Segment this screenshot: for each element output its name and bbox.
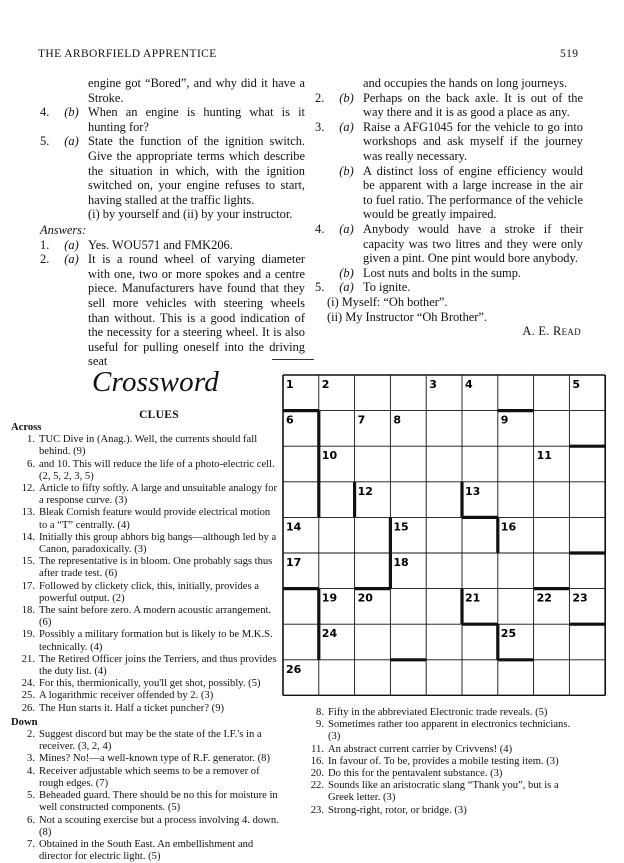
clue-item <box>11 729 279 753</box>
grid-clue-number: 1 <box>286 378 294 391</box>
grid-clue-number: 10 <box>321 449 338 463</box>
article-left-column <box>40 76 305 369</box>
grid-clue-number: 11 <box>536 449 552 463</box>
item-part: (a) <box>64 134 79 149</box>
clues-right-column <box>300 707 582 817</box>
author-signature: A. E. Read <box>522 324 581 339</box>
page-number: 519 <box>560 48 579 60</box>
clue-number: 1. <box>27 434 35 446</box>
crossword-grid <box>282 374 606 696</box>
clue-number: 21. <box>21 653 35 665</box>
running-header-title: THE ARBORFIELD APPRENTICE <box>38 48 217 60</box>
clue-text: Obtained in the South East. An embellishment and director for electric light. (5) <box>39 838 254 863</box>
clue-item <box>11 581 279 605</box>
clue-text: Receiver adjustable which seems to be a remover of rough edges. (7) <box>39 765 260 789</box>
clue-number: 13. <box>21 507 35 519</box>
clue-text: The saint before zero. A modern acoustic arrangement. (6) <box>39 605 272 629</box>
clue-text: For this, thermionically, you'll get shot, possibly. (5) <box>39 678 261 690</box>
grid-clue-number: 21 <box>465 591 481 605</box>
item-text: State the function of the ignition switch. Give the appropriate terms which describe the situation in which, with the ignition switched on, your engine refuses to start, having stalled at the traffic lights. <box>88 134 305 207</box>
clue-number: 15. <box>21 556 35 568</box>
clues-heading: CLUES <box>139 409 179 421</box>
section-divider <box>272 359 314 360</box>
clue-text: Beheaded guard. There should be no this for moisture in well constructed components. (5) <box>39 790 278 814</box>
clue-item <box>11 703 279 715</box>
clue-text: Followed by clickety click, this, initially, provides a powerful output. (2) <box>39 580 259 604</box>
answer-subline: (ii) My Instructor “Oh Brother”. <box>327 309 488 324</box>
clue-item <box>11 690 279 702</box>
grid-clue-number: 3 <box>429 378 437 391</box>
clue-item <box>11 532 279 556</box>
item-number <box>315 164 330 222</box>
grid-clue-number: 9 <box>500 413 509 427</box>
item-number: 4. <box>315 221 325 236</box>
grid-clue-number: 7 <box>357 413 366 427</box>
clue-text: Bleak Cornish feature would provide electrical motion to a “T” centrally. (4) <box>39 507 271 531</box>
clue-number: 6. <box>27 458 35 470</box>
grid-clue-number: 19 <box>321 591 338 605</box>
item-number: 2. <box>315 90 325 105</box>
grid-clue-number: 4 <box>465 378 473 391</box>
clue-number: 5. <box>27 790 35 802</box>
clue-item <box>300 719 582 743</box>
item-part: (b) <box>339 265 354 280</box>
item-text: Perhaps on the back axle. It is out of the way there and it is as good a place as any. <box>363 90 583 120</box>
item-number: 4. <box>40 105 50 120</box>
grid-clue-number: 17 <box>286 556 302 569</box>
item-part: (b) <box>339 90 354 105</box>
clue-text: Sometimes rather too apparent in electronics technicians. (3) <box>328 719 571 743</box>
grid-clue-number: 23 <box>572 591 588 605</box>
clue-item <box>11 556 279 580</box>
item-part: (b) <box>64 105 79 120</box>
grid-clue-number: 6 <box>286 413 294 427</box>
clue-number: 24. <box>21 678 35 690</box>
continued-text: and occupies the hands on long journeys. <box>363 76 568 90</box>
grid-clue-number: 22 <box>536 591 552 605</box>
clue-item <box>11 434 279 458</box>
answer-item <box>315 280 583 295</box>
clue-item <box>11 459 279 483</box>
clue-number: 25. <box>21 690 35 702</box>
item-part: (a) <box>64 237 79 252</box>
article-right-column <box>315 76 583 339</box>
clue-item <box>300 744 582 756</box>
clue-number: 6. <box>27 814 35 826</box>
clue-item <box>300 756 582 768</box>
grid-clue-number: 20 <box>357 591 373 605</box>
clue-item <box>11 753 279 765</box>
clue-item <box>11 678 279 690</box>
down-heading: Down <box>11 716 38 728</box>
item-number: 1. <box>40 237 50 252</box>
across-clue-list <box>11 434 279 715</box>
continued-text: (i) by yourself and (ii) by your instructor. <box>88 207 293 222</box>
clue-item <box>11 605 279 629</box>
item-text: Raise a AFG1045 for the vehicle to go into workshops and ask myself if the journey was really necessary. <box>363 119 583 163</box>
clue-item <box>11 766 279 790</box>
grid-clue-number: 15 <box>393 520 409 534</box>
clue-item <box>11 483 279 507</box>
item-number <box>315 266 330 281</box>
item-part: (a) <box>339 221 354 236</box>
answer-subline: (i) Myself: “Oh bother”. <box>327 294 448 309</box>
clue-text: The Hun starts it. Half a ticket puncher? (9) <box>39 702 225 714</box>
item-text: When an engine is hunting what is it hunting for? <box>88 105 305 134</box>
clue-number: 11. <box>311 743 324 755</box>
grid-clue-number: 5 <box>572 378 581 391</box>
clue-number: 14. <box>21 531 35 543</box>
clue-number: 23. <box>310 804 324 816</box>
clue-text: Initially this group abhors big bangs—although led by a Canon, paradoxically. (3) <box>39 531 277 556</box>
answer-item <box>315 120 583 164</box>
item-text: Yes. WOU571 and FMK206. <box>88 237 233 252</box>
grid-clue-number: 24 <box>321 627 338 641</box>
clue-item <box>300 707 582 719</box>
clue-text: The Retired Officer joins the Terriers, and thus provides the duty list. (4) <box>39 653 277 678</box>
clue-number: 22. <box>310 780 324 792</box>
clue-text: Mines? No!—a well-known type of R.F. generator. (8) <box>39 753 270 765</box>
item-part: (a) <box>339 280 354 295</box>
item-number: 5. <box>40 134 50 149</box>
answer-item <box>40 252 305 369</box>
grid-clue-number: 12 <box>357 484 373 498</box>
clue-item <box>11 815 279 839</box>
clue-text: An abstract current carrier by Crivvens! (4) <box>328 743 513 755</box>
clue-text: Article to fifty softly. A large and unsuitable analogy for a response curve. (3) <box>39 483 278 507</box>
grid-clue-number: 13 <box>465 484 481 498</box>
clue-number: 12. <box>21 483 35 495</box>
answer-item <box>315 164 583 222</box>
clue-number: 17. <box>21 580 35 592</box>
clue-text: TUC Dive in (Anag.). Well, the currents should fall behind. (9) <box>39 434 258 458</box>
clue-text: Sounds like an aristocratic slang “Thank you”, but is a Greek letter. (3) <box>328 780 559 804</box>
clue-item <box>11 507 279 531</box>
item-part: (b) <box>339 163 354 178</box>
grid-clue-number: 8 <box>393 413 402 427</box>
clue-number: 26. <box>21 702 35 714</box>
grid-clue-number: 14 <box>286 520 302 534</box>
clue-text: Strong-right, rotor, or bridge. (3) <box>328 804 467 816</box>
down-clue-list-continued <box>300 707 582 817</box>
answers-heading: Answers: <box>40 222 87 237</box>
clue-text: A logarithmic receiver offended by 2. (3) <box>39 690 214 702</box>
clue-number: 4. <box>27 765 35 777</box>
item-text: Lost nuts and bolts in the sump. <box>363 265 521 280</box>
clue-number: 18. <box>21 605 35 617</box>
clue-text: Do this for the pentavalent substance. (3) <box>328 768 503 780</box>
clue-item <box>300 780 582 804</box>
clue-number: 8. <box>316 707 324 718</box>
clue-text: Possibly a military formation but is likely to be M.K.S. technically. (4) <box>39 629 273 653</box>
grid-clue-number: 2 <box>321 378 330 391</box>
grid-clue-number: 18 <box>393 556 409 569</box>
clue-text: In favour of. To be, provides a mobile testing item. (3) <box>328 755 559 767</box>
clue-item <box>11 654 279 678</box>
item-text: Anybody would have a stroke if their capacity was two litres and they were only given a pint. One pint would bore anybody. <box>363 221 583 266</box>
clue-text: and 10. This will reduce the life of a photo-electric cell. (2, 5, 2, 3, 5) <box>39 458 275 482</box>
clue-number: 7. <box>27 838 35 850</box>
clue-item <box>11 629 279 653</box>
clue-item <box>300 768 582 780</box>
answer-item <box>315 222 583 266</box>
clue-text: Suggest discord but may be the state of the I.F.'s in a receiver. (3, 2, 4) <box>39 729 262 753</box>
answer-item <box>315 266 583 281</box>
clue-item <box>300 805 582 817</box>
item-text: It is a round wheel of varying diameter with one, two or more spokes and a centre piece. Manufacturers have found that they sell more vehicles with steering wheels than without. This is a good indication of the necessity for a steering wheel. It is also useful for pulling oneself into the driving seat <box>88 252 305 369</box>
answer-item <box>40 105 305 134</box>
clues-left-column <box>11 422 279 863</box>
item-text: A distinct loss of engine efficiency would be apparent with a large increase in the air to fuel ratio. The performance of the vehicle would be greatly impaired. <box>363 163 583 222</box>
grid-clue-number: 16 <box>500 520 517 534</box>
clue-text: Not a scouting exercise but a process involving 4. down. (8) <box>39 814 279 838</box>
clue-number: 19. <box>21 629 35 641</box>
clue-number: 16. <box>310 755 324 767</box>
clue-number: 9. <box>316 719 324 731</box>
answer-item <box>315 91 583 120</box>
item-number: 2. <box>40 252 50 267</box>
grid-clue-number: 25 <box>500 627 517 641</box>
clue-number: 3. <box>27 753 35 765</box>
item-number: 5. <box>315 280 325 295</box>
crossword-title: Crossword <box>92 366 219 398</box>
grid-clue-number: 26 <box>286 662 302 676</box>
clue-number: 2. <box>27 729 35 741</box>
answer-item <box>40 134 305 207</box>
answer-item <box>40 238 305 253</box>
clue-text: The representative is in bloom. One probably sags thus after trade test. (6) <box>39 556 273 580</box>
clue-number: 20. <box>310 768 324 780</box>
clue-text: Fifty in the abbreviated Electronic trade reveals. (5) <box>328 707 548 718</box>
continued-text: engine got “Bored”, and why did it have a Stroke. <box>88 76 305 105</box>
clue-item <box>11 790 279 814</box>
item-text: To ignite. <box>363 280 411 295</box>
across-heading: Across <box>11 422 42 433</box>
item-part: (a) <box>339 119 354 134</box>
item-part: (a) <box>64 252 79 267</box>
item-number: 3. <box>315 119 325 134</box>
